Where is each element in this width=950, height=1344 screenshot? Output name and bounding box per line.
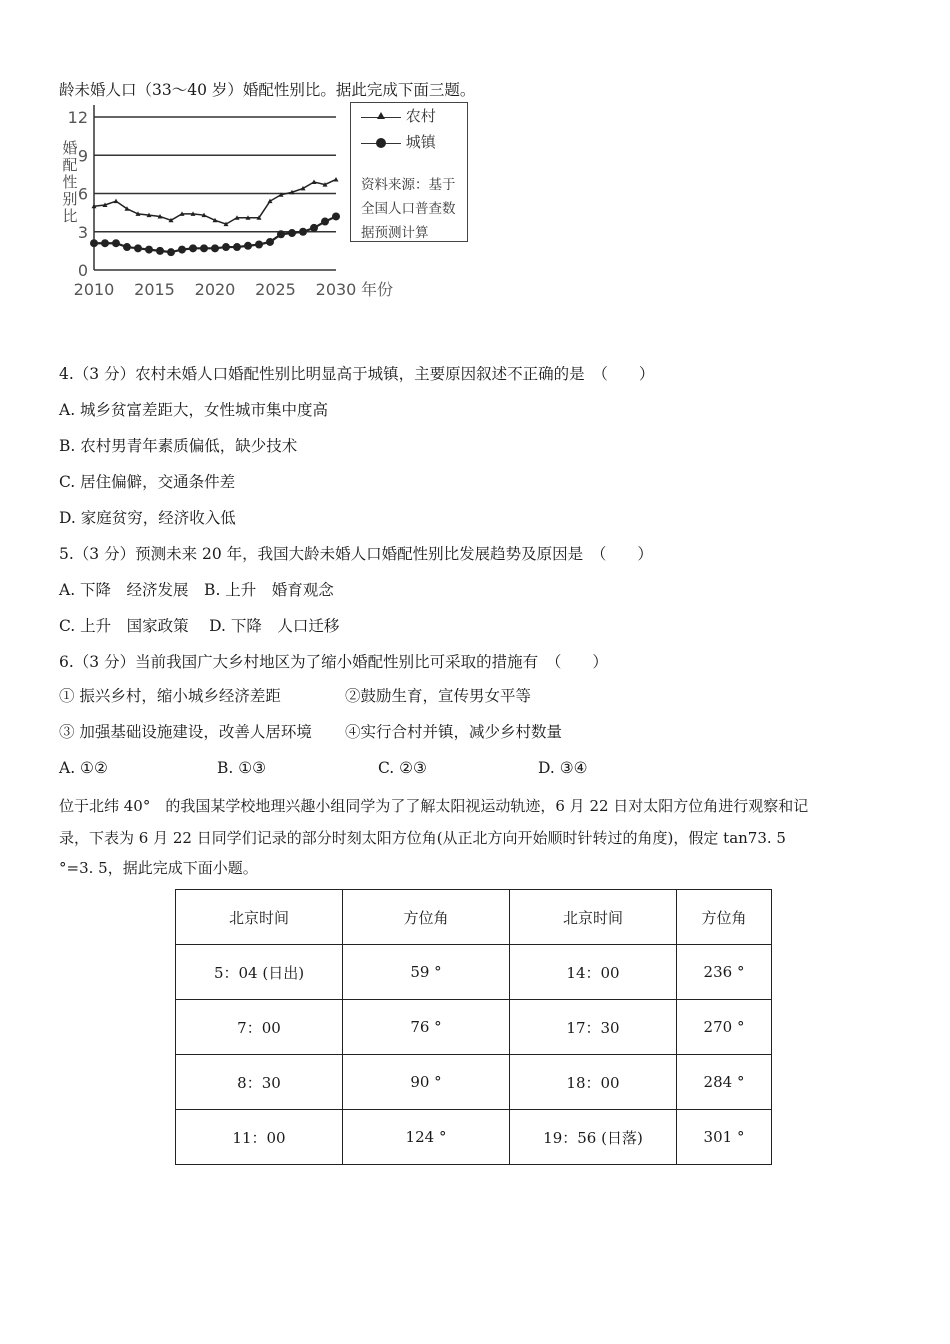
table-cell: 19：56 (日落) [510,1110,677,1165]
data-point-urban [222,243,230,251]
q6-statement-2: ②鼓励生育，宣传男女平等 [345,687,532,705]
q6-statement-1: ① 振兴乡村，缩小城乡经济差距 [59,687,281,705]
y-tick-label: 3 [77,222,88,242]
table-cell: 90 ° [343,1055,510,1110]
data-point-rural [334,177,339,182]
data-point-urban [233,243,241,251]
data-point-urban [255,241,263,249]
x-tick-label: 2025 [255,280,296,299]
passage-line-1: 位于北纬 40° 的我国某学校地理兴趣小组同学为了了解太阳视运动轨迹，6 月 22 日对太阳方位角进行观察和记 [59,797,809,815]
data-point-urban [211,244,219,252]
passage-line-3: °=3. 5，据此完成下面小题。 [59,859,258,877]
table-cell: 270 ° [677,1000,772,1055]
q5-options-ab: A. 下降 经济发展 B. 上升 婚育观念 [59,581,334,599]
q6-option-c: C. ②③ [378,759,427,777]
table-cell: 7：00 [176,1000,343,1055]
circle-marker-icon [376,138,386,148]
data-point-urban [321,218,329,226]
series-line-rural [94,179,336,224]
data-point-urban [90,239,98,247]
chart-ylabel: 婚配性别比 [62,139,78,225]
legend-urban-label: 城镇 [405,133,436,151]
q6-statement-3: ③ 加强基础设施建设，改善人居环境 [59,723,312,741]
data-point-urban [299,228,307,236]
table-cell: 5：04 (日出) [176,945,343,1000]
data-point-rural [114,199,119,204]
data-point-urban [156,247,164,255]
header-cell: 方位角 [343,890,510,945]
q6-stem: 6.（3 分）当前我国广大乡村地区为了缩小婚配性别比可采取的措施有 （ ） [59,653,608,671]
data-point-urban [112,239,120,247]
x-tick-label: 2015 [134,280,175,299]
header-cell: 北京时间 [510,890,677,945]
table-row [176,1000,772,1055]
x-axis-label: 年份 [361,280,394,299]
data-point-urban [145,246,153,254]
table-cell: 59 ° [343,945,510,1000]
chart-legend [350,102,468,242]
table-cell: 17：30 [510,1000,677,1055]
q6-option-b: B. ①③ [217,759,267,777]
table-cell: 14：00 [510,945,677,1000]
q6-statement-4: ④实行合村并镇，减少乡村数量 [345,723,563,741]
q4-stem: 4.（3 分）农村未婚人口婚配性别比明显高于城镇，主要原因叙述不正确的是 （ ） [59,365,655,383]
x-tick-label: 2010 [73,280,115,299]
table-header-row [176,890,772,945]
table-cell: 124 ° [343,1110,510,1165]
table-row [176,1055,772,1110]
y-tick-label: 6 [77,184,88,204]
q4-option-a: A. 城乡贫富差距大，女性城市集中度高 [59,401,329,419]
passage-line-2: 录，下表为 6 月 22 日同学们记录的部分时刻太阳方位角(从正北方向开始顺时针转过的角度)，假定 tan73. 5 [59,829,786,847]
table-row [176,945,772,1000]
table-cell: 284 ° [677,1055,772,1110]
q6-option-d: D. ③④ [538,759,588,777]
data-point-urban [101,239,109,247]
legend-urban [361,131,436,152]
data-point-urban [123,243,131,251]
triangle-marker-icon [377,112,385,119]
table-cell: 11：00 [176,1110,343,1165]
q4-option-b: B. 农村男青年素质偏低，缺少技术 [59,437,298,455]
data-point-urban [288,229,296,237]
header-cell: 北京时间 [176,890,343,945]
data-point-urban [189,244,197,252]
data-point-urban [332,212,340,220]
table-cell: 18：00 [510,1055,677,1110]
y-tick-label: 0 [77,261,88,280]
q6-option-a: A. ①② [59,759,108,777]
chart-source-note: 资料来源：基于全国人口普查数据预测计算 [361,177,456,241]
table-cell: 301 ° [677,1110,772,1165]
q5-options-cd: C. 上升 国家政策 D. 下降 人口迁移 [59,617,340,635]
q5-stem: 5.（3 分）预测未来 20 年，我国大龄未婚人口婚配性别比发展趋势及原因是 （ ） [59,545,653,563]
legend-rural-label: 农村 [405,107,436,125]
y-tick-label: 9 [77,146,88,166]
header-cell: 方位角 [677,890,772,945]
legend-rural [361,105,436,126]
y-tick-label: 12 [67,108,88,127]
table-cell: 76 ° [343,1000,510,1055]
table-cell: 236 ° [677,945,772,1000]
sun-azimuth-table [175,889,772,1165]
data-point-urban [277,230,285,238]
table-cell: 8：30 [176,1055,343,1110]
q4-option-d: D. 家庭贫穷，经济收入低 [59,509,236,527]
x-tick-label: 2020 [194,280,236,299]
data-point-urban [167,248,175,256]
table-row [176,1110,772,1165]
data-point-urban [244,242,252,250]
data-point-urban [134,244,142,252]
x-tick-label: 2030 [315,280,357,299]
data-point-urban [178,246,186,254]
q4-option-c: C. 居住偏僻，交通条件差 [59,473,236,491]
data-point-urban [200,244,208,252]
data-point-urban [310,224,318,232]
data-point-urban [266,238,274,246]
intro-line: 龄未婚人口（33～40 岁）婚配性别比。据此完成下面三题。 [59,81,476,99]
